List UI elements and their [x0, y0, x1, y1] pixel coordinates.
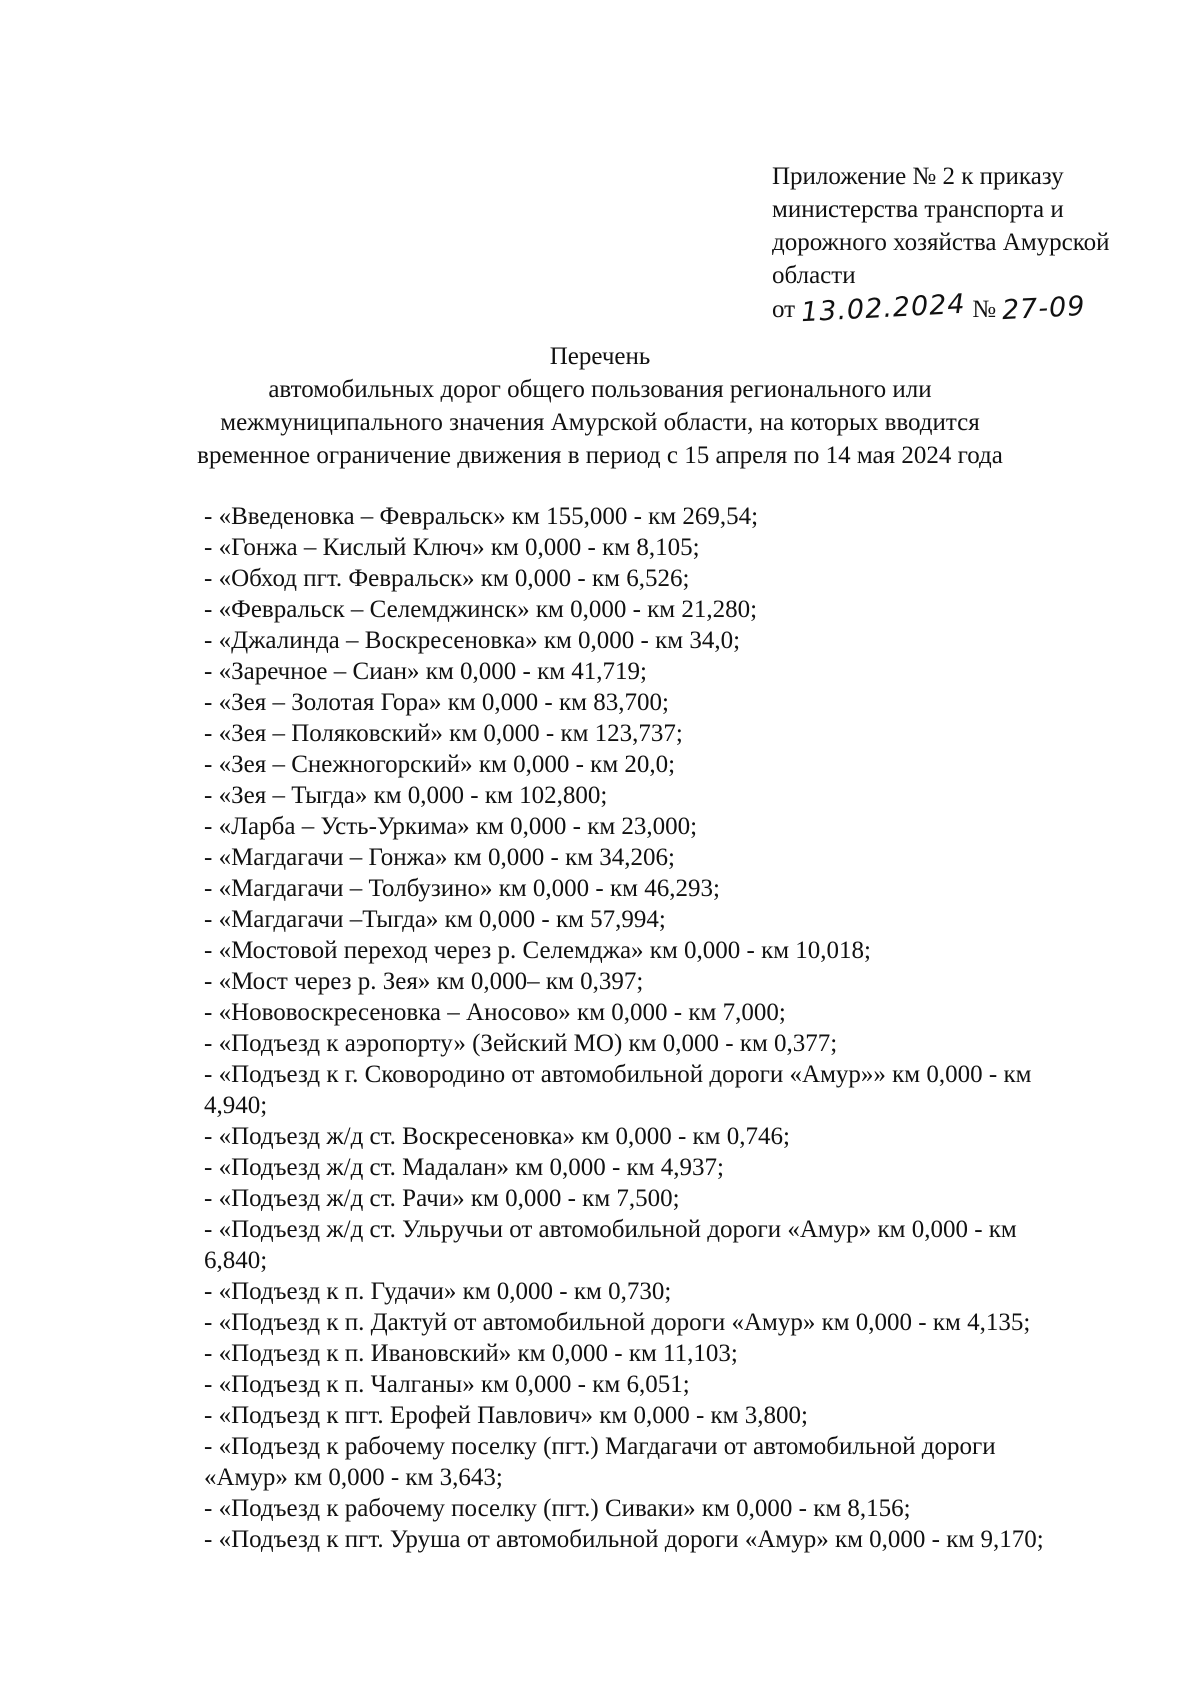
road-item: - «Подъезд ж/д ст. Мадалан» км 0,000 - км 4,937;	[204, 1154, 724, 1181]
road-item-continuation: «Амур» км 0,000 - км 3,643;	[204, 1464, 503, 1491]
road-item: - «Магдагачи – Толбузино» км 0,000 - км 46,293;	[204, 875, 720, 902]
road-item: - «Подъезд к аэропорту» (Зейский МО) км 0,000 - км 0,377;	[204, 1030, 838, 1057]
road-list	[204, 501, 1134, 1555]
date-prefix: от	[772, 296, 796, 323]
appendix-line: Приложение № 2 к приказу	[772, 163, 1064, 190]
road-item: - «Магдагачи – Гонжа» км 0,000 - км 34,206;	[204, 844, 675, 871]
road-item: - «Зея – Снежногорский» км 0,000 - км 20,0;	[204, 751, 676, 778]
road-item: - «Подъезд ж/д ст. Ульручьи от автомобильной дороги «Амур» км 0,000 - км	[204, 1216, 1017, 1243]
road-item: - «Магдагачи –Тыгда» км 0,000 - км 57,994;	[204, 906, 666, 933]
order-date-number	[772, 288, 1172, 329]
road-item: - «Нововоскресеновка – Аносово» км 0,000 - км 7,000;	[204, 999, 786, 1026]
road-item: - «Заречное – Сиан» км 0,000 - км 41,719;	[204, 658, 648, 685]
road-item: - «Гонжа – Кислый Ключ» км 0,000 - км 8,105;	[204, 534, 700, 561]
title-line: временное ограничение движения в период с 15 апреля по 14 мая 2024 года	[197, 442, 1003, 469]
road-item-continuation: 6,840;	[204, 1247, 268, 1274]
appendix-line: министерства транспорта и	[772, 196, 1064, 223]
road-item: - «Подъезд к пгт. Уруша от автомобильной дороги «Амур» км 0,000 - км 9,170;	[204, 1526, 1044, 1553]
title-line: автомобильных дорог общего пользования регионального или	[268, 376, 932, 403]
road-item: - «Февральск – Селемджинск» км 0,000 - км 21,280;	[204, 596, 758, 623]
document-title	[150, 340, 1050, 472]
road-item: - «Зея – Золотая Гора» км 0,000 - км 83,700;	[204, 689, 669, 716]
road-item: - «Подъезд к п. Чалганы» км 0,000 - км 6,051;	[204, 1371, 690, 1398]
road-item: - «Джалинда – Воскресеновка» км 0,000 - км 34,0;	[204, 627, 741, 654]
road-item: - «Обход пгт. Февральск» км 0,000 - км 6,526;	[204, 565, 690, 592]
road-item: - «Зея – Тыгда» км 0,000 - км 102,800;	[204, 782, 608, 809]
appendix-line: области	[772, 262, 856, 289]
road-item: - «Подъезд к п. Ивановский» км 0,000 - км 11,103;	[204, 1340, 738, 1367]
road-item: - «Введеновка – Февральск» км 155,000 - км 269,54;	[204, 503, 759, 530]
road-item: - «Подъезд ж/д ст. Воскресеновка» км 0,000 - км 0,746;	[204, 1123, 790, 1150]
road-item: - «Подъезд ж/д ст. Рачи» км 0,000 - км 7,500;	[204, 1185, 680, 1212]
road-item: - «Зея – Поляковский» км 0,000 - км 123,737;	[204, 720, 683, 747]
number-sign: №	[972, 296, 997, 323]
handwritten-number: 27-09	[1001, 290, 1087, 327]
road-item: - «Подъезд к г. Сковородино от автомобильной дороги «Амур»» км 0,000 - км	[204, 1061, 1032, 1088]
road-item: - «Подъезд к п. Дактуй от автомобильной дороги «Амур» км 0,000 - км 4,135;	[204, 1309, 1031, 1336]
road-item: - «Ларба – Усть-Уркима» км 0,000 - км 23,000;	[204, 813, 698, 840]
road-item-continuation: 4,940;	[204, 1092, 268, 1119]
title-line: межмуниципального значения Амурской области, на которых вводится	[220, 409, 980, 436]
title-heading: Перечень	[549, 343, 651, 370]
appendix-header	[772, 160, 1172, 329]
road-item: - «Подъезд к рабочему поселку (пгт.) Магдагачи от автомобильной дороги	[204, 1433, 996, 1460]
handwritten-date: 13.02.2024	[800, 288, 967, 329]
road-item: - «Мостовой переход через р. Селемджа» км 0,000 - км 10,018;	[204, 937, 872, 964]
road-item: - «Подъезд к пгт. Ерофей Павлович» км 0,000 - км 3,800;	[204, 1402, 808, 1429]
appendix-line: дорожного хозяйства Амурской	[772, 229, 1110, 256]
road-item: - «Подъезд к рабочему поселку (пгт.) Сиваки» км 0,000 - км 8,156;	[204, 1495, 911, 1522]
road-item: - «Мост через р. Зея» км 0,000– км 0,397;	[204, 968, 644, 995]
road-item: - «Подъезд к п. Гудачи» км 0,000 - км 0,730;	[204, 1278, 672, 1305]
